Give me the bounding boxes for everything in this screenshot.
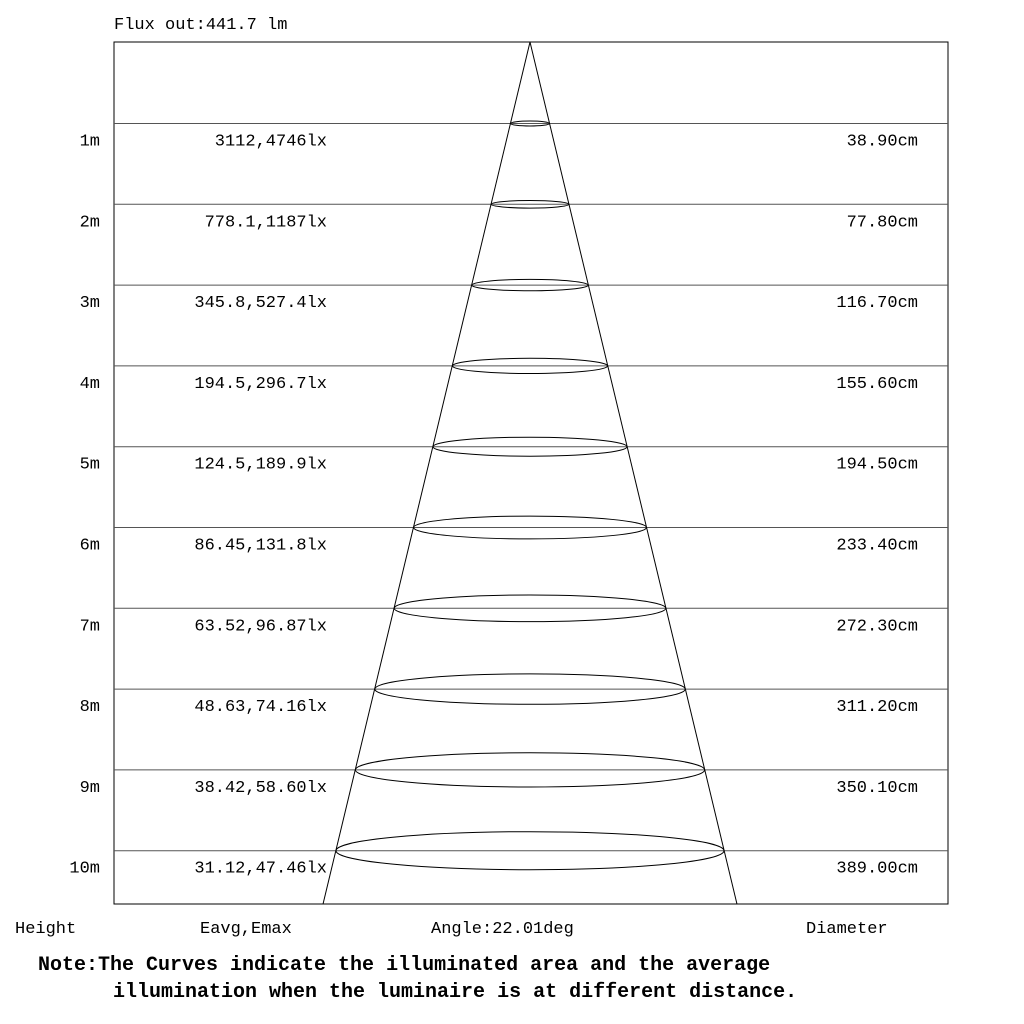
row-height-label: 2m (79, 213, 100, 233)
footer-height-label: Height (15, 920, 77, 939)
row-height-label: 3m (79, 294, 100, 314)
row-height-label: 10m (69, 859, 100, 879)
row-illuminance-label: 3112,4746lx (214, 132, 327, 152)
footer-diameter-label: Diameter (806, 920, 888, 939)
row-illuminance-label: 778.1,1187lx (204, 213, 327, 233)
row-diameter-label: 350.10cm (836, 778, 918, 798)
row-illuminance-label: 345.8,527.4lx (194, 294, 327, 314)
row-diameter-label: 233.40cm (836, 536, 918, 556)
row-illuminance-label: 31.12,47.46lx (194, 859, 327, 879)
cone-left-edge (323, 42, 530, 904)
row-illuminance-label: 124.5,189.9lx (194, 455, 327, 475)
angle-label: Angle:22.01deg (431, 920, 574, 939)
illuminated-area-ellipses (336, 121, 724, 870)
row-diameter-label: 116.70cm (836, 294, 918, 314)
row-diameter-label: 272.30cm (836, 617, 918, 637)
row-height-label: 8m (79, 698, 100, 718)
note-prefix: Note: (38, 954, 99, 977)
row-illuminance-label: 48.63,74.16lx (194, 698, 327, 718)
row-height-label: 5m (79, 455, 100, 475)
flux-label: Flux out:441.7 lm (114, 16, 288, 35)
row-diameter-label: 77.80cm (846, 213, 918, 233)
row-diameter-label: 311.20cm (836, 698, 918, 718)
footer-eavg-emax-label: Eavg,Emax (200, 920, 292, 939)
cone-right-edge (530, 42, 737, 904)
row-height-label: 4m (79, 374, 100, 394)
row-diameter-label: 155.60cm (836, 374, 918, 394)
row-diameter-label: 389.00cm (836, 859, 918, 879)
note-line-1: The Curves indicate the illuminated area and the average (98, 954, 771, 977)
row-height-label: 1m (79, 132, 100, 152)
distance-grid (114, 124, 948, 851)
note-line-2: illumination when the luminaire is at different distance. (113, 981, 798, 1004)
row-illuminance-label: 86.45,131.8lx (194, 536, 327, 556)
row-height-label: 7m (79, 617, 100, 637)
row-illuminance-label: 63.52,96.87lx (194, 617, 327, 637)
row-diameter-label: 38.90cm (846, 132, 918, 152)
row-illuminance-label: 194.5,296.7lx (194, 374, 327, 394)
row-height-label: 9m (79, 778, 100, 798)
distance-rows (69, 133, 918, 879)
light-cone (323, 42, 737, 904)
note-text (38, 952, 797, 1006)
row-diameter-label: 194.50cm (836, 455, 918, 475)
row-height-label: 6m (79, 536, 100, 556)
row-illuminance-label: 38.42,58.60lx (194, 778, 327, 798)
